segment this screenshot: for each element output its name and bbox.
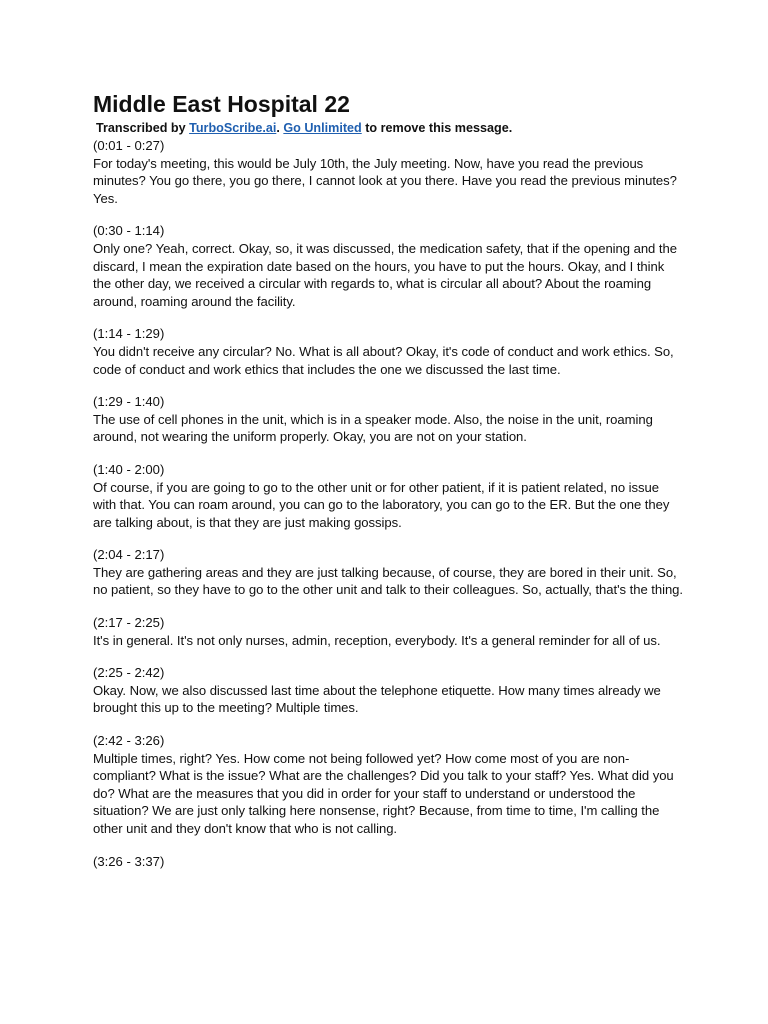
document-page xyxy=(93,90,683,885)
banner-prefix: Transcribed by xyxy=(96,121,190,135)
transcript-segment xyxy=(93,732,683,838)
segment-timestamp: (0:30 - 1:14) xyxy=(93,223,165,239)
segment-timestamp: (2:17 - 2:25) xyxy=(93,615,165,631)
transcript-segment xyxy=(93,546,683,599)
segment-timestamp: (1:29 - 1:40) xyxy=(93,394,165,410)
segment-timestamp: (0:01 - 0:27) xyxy=(93,138,165,153)
segment-text: Okay. Now, we also discussed last time about the telephone etiquette. How many times already we brought this up to the meeting? Multiple times. xyxy=(93,682,661,716)
segment-timestamp: (3:26 - 3:37) xyxy=(93,853,165,869)
segment-text: The use of cell phones in the unit, which is in a speaker mode. Also, the noise in the unit, roaming around, not wearing the uniform properly. Okay, you are not on your station. xyxy=(93,411,653,445)
transcript-segment xyxy=(93,614,683,649)
transcript-segment xyxy=(93,222,683,310)
segment-timestamp: (2:42 - 3:26) xyxy=(93,733,165,749)
transcript-segment xyxy=(93,393,683,446)
segment-text: Multiple times, right? Yes. How come not being followed yet? How come most of you are non-compliant? What is the issue? What are the challenges? Did you talk to your staff? Yes. What did you do? What are the measures that you did in order for your staff to understand or understood the situation? We are just only talking here nonsense, right? Because, from time to time, I'm calling the other unit and they don't know that who is not calling. xyxy=(93,750,674,836)
transcript-segment xyxy=(93,853,683,871)
segment-text: You didn't receive any circular? No. What is all about? Okay, it's code of conduct and work ethics. So, code of conduct and work ethics that includes the one we discussed the last time. xyxy=(93,343,674,377)
transcript-segment xyxy=(93,664,683,717)
segment-timestamp: (2:25 - 2:42) xyxy=(93,665,165,681)
banner-suffix: to remove this message. xyxy=(361,121,513,135)
banner-separator: . xyxy=(276,121,284,135)
transcript-segment xyxy=(93,137,683,207)
segment-text: It's in general. It's not only nurses, admin, reception, everybody. It's a general reminder for all of us. xyxy=(93,632,661,648)
go-unlimited-link[interactable]: Go Unlimited xyxy=(283,121,362,135)
segment-timestamp: (2:04 - 2:17) xyxy=(93,547,165,563)
document-title: Middle East Hospital 22 xyxy=(93,91,350,117)
segment-timestamp: (1:14 - 1:29) xyxy=(93,326,165,342)
transcription-banner xyxy=(93,120,683,137)
segment-text: Of course, if you are going to go to the other unit or for other patient, if it is patient related, no issue with that. You can roam around, you can go to the laboratory, you can go to the ER. But the one they are talking about, is that they are just making gossips. xyxy=(93,479,670,530)
segment-timestamp: (1:40 - 2:00) xyxy=(93,461,165,477)
transcript-body xyxy=(93,137,683,870)
segment-text: For today's meeting, this would be July 10th, the July meeting. Now, have you read the previous minutes? You go there, you go there, I cannot look at you there. Have you read the previous minutes? Yes. xyxy=(93,155,677,206)
turboscribe-link[interactable]: TurboScribe.ai xyxy=(189,121,277,135)
transcript-segment xyxy=(93,461,683,531)
segment-text: They are gathering areas and they are just talking because, of course, they are bored in their unit. So, no patient, so they have to go to the other unit and talk to their colleagues. So, actually, that's the thing. xyxy=(93,564,683,598)
transcript-segment xyxy=(93,325,683,378)
segment-text: Only one? Yeah, correct. Okay, so, it was discussed, the medication safety, that if the opening and the discard, I mean the expiration date based on the hours, you have to put the hours. Okay, and I think the other day, we received a circular with regards to, what is circular all about? About the roaming around, roaming around the facility. xyxy=(93,240,677,309)
